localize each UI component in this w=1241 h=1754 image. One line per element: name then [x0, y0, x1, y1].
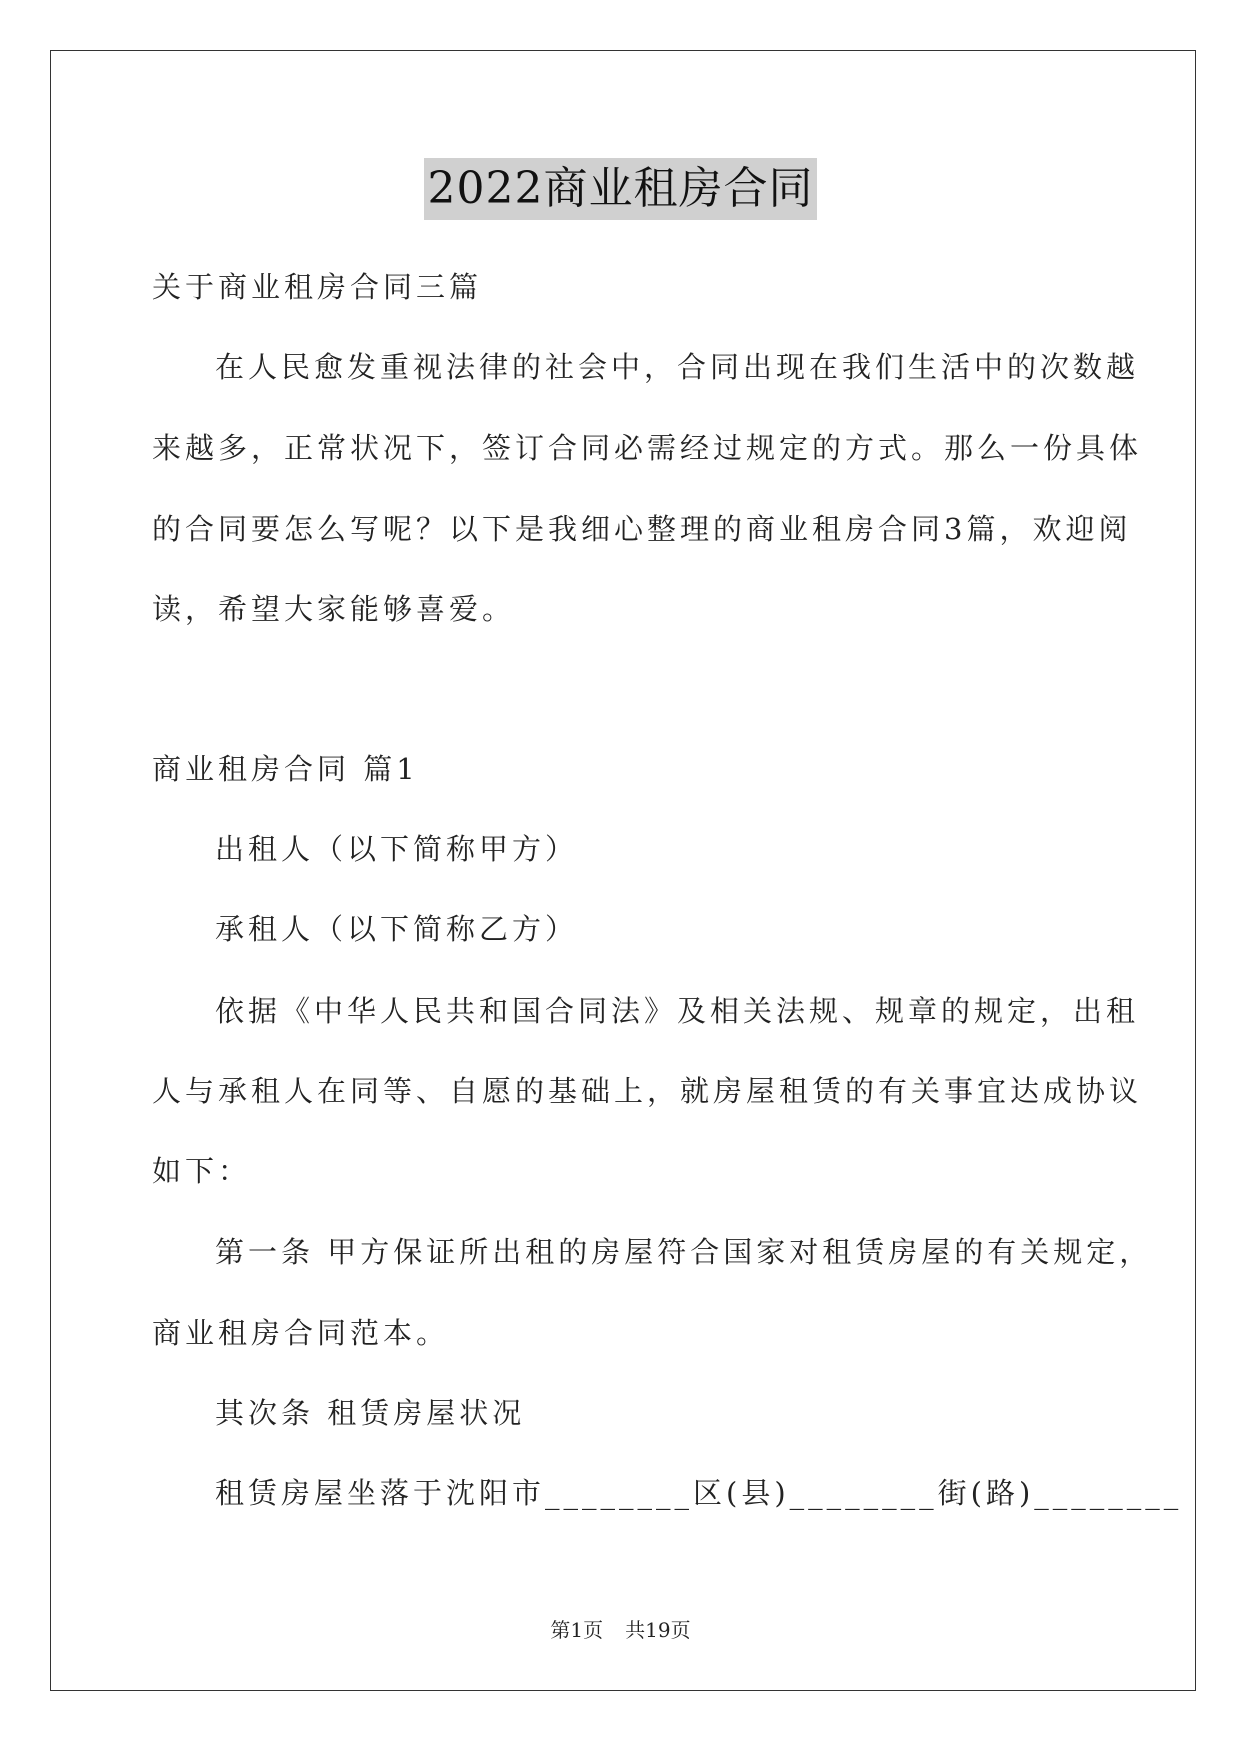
paragraph-line: 第一条 甲方保证所出租的房屋符合国家对租赁房屋的有关规定，	[215, 1235, 1153, 1269]
page-number: 第1页	[550, 1618, 604, 1642]
paragraph-line: 出租人（以下简称甲方）	[215, 832, 579, 866]
paragraph-line: 商业租房合同范本。	[152, 1316, 450, 1350]
page-total: 共19页	[625, 1618, 691, 1642]
paragraph-line: 人与承租人在同等、自愿的基础上，就房屋租赁的有关事宜达成协议	[152, 1074, 1143, 1108]
paragraph-line: 读，希望大家能够喜爱。	[152, 592, 516, 626]
paragraph-line: 在人民愈发重视法律的社会中，合同出现在我们生活中的次数越	[215, 350, 1140, 384]
section-heading: 商业租房合同 篇1	[152, 752, 419, 786]
paragraph-line: 承租人（以下简称乙方）	[215, 912, 579, 946]
paragraph-line: 的合同要怎么写呢？以下是我细心整理的商业租房合同3篇，欢迎阅	[152, 512, 1132, 546]
document-title: 2022商业租房合同	[424, 158, 818, 220]
title-container	[0, 158, 1241, 220]
paragraph-line: 来越多，正常状况下，签订合同必需经过规定的方式。那么一份具体	[152, 431, 1143, 465]
paragraph-line: 如下：	[152, 1154, 252, 1188]
paragraph-line: 租赁房屋坐落于沈阳市________区(县)________街(路)________	[215, 1476, 1183, 1510]
page-footer	[0, 1616, 1241, 1644]
paragraph-line: 依据《中华人民共和国合同法》及相关法规、规章的规定，出租	[215, 994, 1140, 1028]
paragraph-line: 其次条 租赁房屋状况	[215, 1396, 526, 1430]
subtitle: 关于商业租房合同三篇	[152, 270, 483, 304]
